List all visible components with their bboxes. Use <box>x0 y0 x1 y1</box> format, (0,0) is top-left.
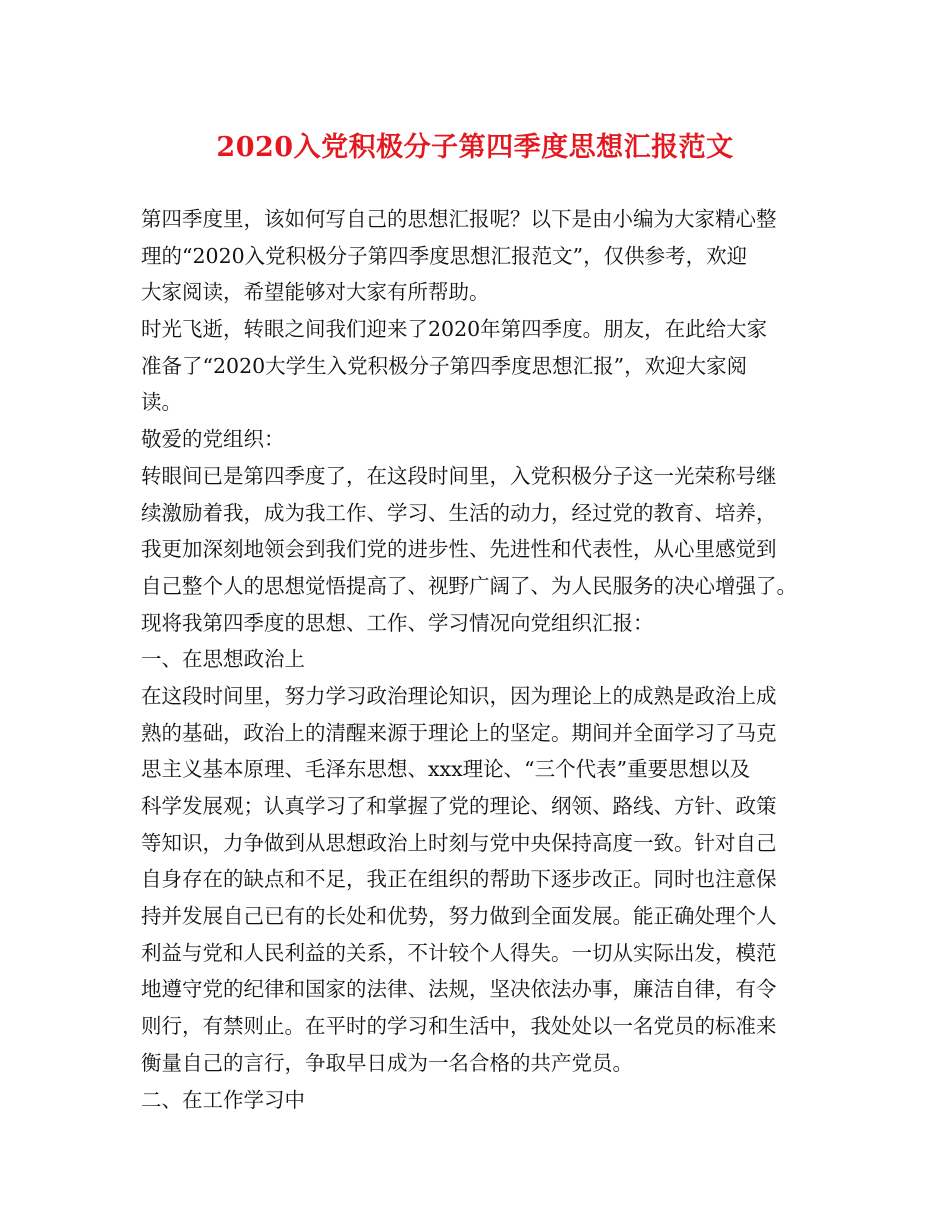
body-line: 大家阅读，希望能够对大家有所帮助。 <box>141 280 490 305</box>
body-line: 时光飞逝，转眼之间我们迎来了2020年第四季度。朋友，在此给大家 <box>141 317 768 342</box>
body-line: 读。 <box>141 390 182 415</box>
body-line: 二、在工作学习中 <box>141 1087 305 1112</box>
body-line: 地遵守党的纪律和国家的法律、法规，坚决依法办事，廉洁自律，有令 <box>141 977 777 1002</box>
body-line: 自己整个人的思想觉悟提高了、视野广阔了、为人民服务的决心增强了。 <box>141 573 797 598</box>
body-line: 则行，有禁则止。在平时的学习和生活中，我处处以一名党员的标准来 <box>141 1014 777 1039</box>
body-line: 利益与党和人民利益的关系，不计较个人得失。一切从实际出发，模范 <box>141 940 777 965</box>
body-line: 第四季度里，该如何写自己的思想汇报呢？以下是由小编为大家精心整 <box>141 207 777 231</box>
body-line: 在这段时间里，努力学习政治理论知识，因为理论上的成熟是政治上成 <box>141 683 777 708</box>
body-line: 持并发展自己已有的长处和优势，努力做到全面发展。能正确处理个人 <box>141 904 777 929</box>
body-line: 思主义基本原理、毛泽东思想、xxx理论、“三个代表”重要思想以及 <box>141 757 751 782</box>
body-line: 敬爱的党组织： <box>141 427 285 452</box>
body-line: 续激励着我，成为我工作、学习、生活的动力，经过党的教育、培养， <box>141 500 777 525</box>
body-line: 一、在思想政治上 <box>141 647 305 672</box>
body-line: 现将我第四季度的思想、工作、学习情况向党组织汇报： <box>141 610 654 635</box>
body-line: 熟的基础，政治上的清醒来源于理论上的坚定。期间并全面学习了马克 <box>141 720 777 745</box>
document-body <box>141 201 841 1118</box>
body-line: 我更加深刻地领会到我们党的进步性、先进性和代表性，从心里感觉到 <box>141 537 777 562</box>
body-line: 自身存在的缺点和不足，我正在组织的帮助下逐步改正。同时也注意保 <box>141 867 777 892</box>
body-line: 等知识，力争做到从思想政治上时刻与党中央保持高度一致。针对自己 <box>141 830 777 855</box>
body-line: 衡量自己的言行，争取早日成为一名合格的共产党员。 <box>141 1050 633 1075</box>
document-title: 2020入党积极分子第四季度思想汇报范文 <box>216 132 734 163</box>
body-line: 准备了“2020大学生入党积极分子第四季度思想汇报”，欢迎大家阅 <box>141 353 748 378</box>
body-line: 理的“2020入党积极分子第四季度思想汇报范文”，仅供参考，欢迎 <box>141 243 748 268</box>
body-line: 转眼间已是第四季度了，在这段时间里，入党积极分子这一光荣称号继 <box>141 463 777 488</box>
body-line: 科学发展观；认真学习了和掌握了党的理论、纲领、路线、方针、政策 <box>141 794 777 818</box>
